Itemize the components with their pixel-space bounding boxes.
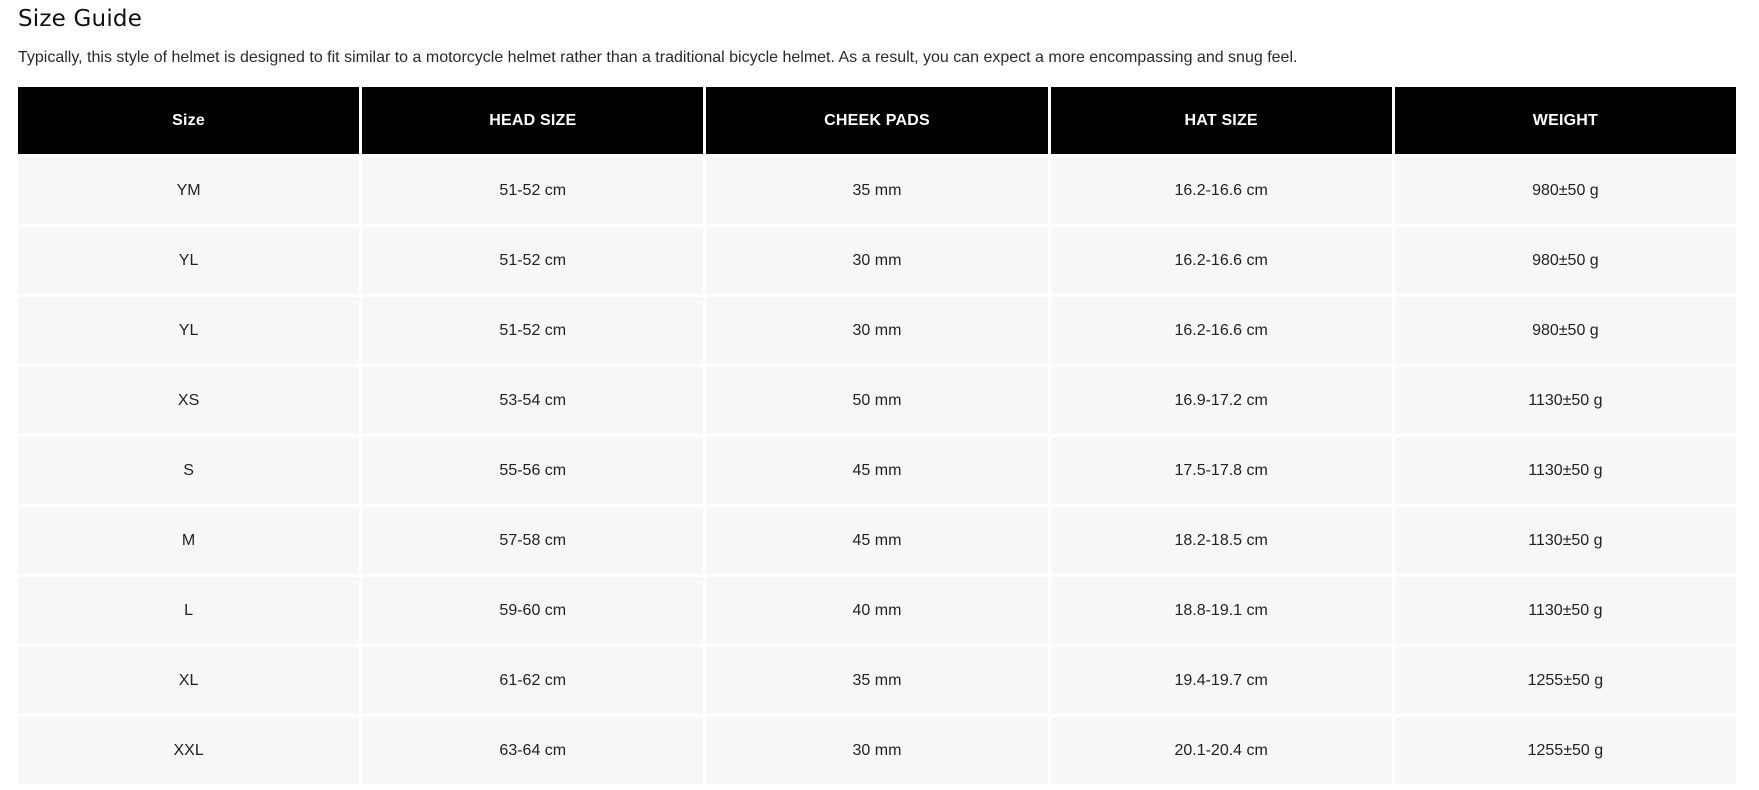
- cell-weight: 980±50 g: [1395, 157, 1736, 224]
- cell-size: XS: [18, 367, 359, 434]
- cell-weight: 1130±50 g: [1395, 507, 1736, 574]
- cell-cheek-pads: 30 mm: [706, 297, 1047, 364]
- cell-hat-size: 16.2-16.6 cm: [1051, 297, 1392, 364]
- cell-size: S: [18, 437, 359, 504]
- cell-size: YM: [18, 157, 359, 224]
- table-row: [18, 647, 1736, 714]
- cell-size: YL: [18, 227, 359, 294]
- cell-size: XL: [18, 647, 359, 714]
- cell-head-size: 63-64 cm: [362, 717, 703, 784]
- table-row: [18, 367, 1736, 434]
- cell-cheek-pads: 30 mm: [706, 717, 1047, 784]
- cell-size: L: [18, 577, 359, 644]
- cell-weight: 1130±50 g: [1395, 577, 1736, 644]
- table-row: [18, 507, 1736, 574]
- cell-weight: 1130±50 g: [1395, 437, 1736, 504]
- cell-weight: 1255±50 g: [1395, 717, 1736, 784]
- cell-head-size: 51-52 cm: [362, 157, 703, 224]
- cell-head-size: 57-58 cm: [362, 507, 703, 574]
- header-weight: WEIGHT: [1395, 87, 1736, 154]
- page-title: Size Guide: [18, 6, 143, 32]
- header-row: [18, 87, 1736, 154]
- cell-hat-size: 16.2-16.6 cm: [1051, 157, 1392, 224]
- cell-cheek-pads: 40 mm: [706, 577, 1047, 644]
- cell-size: YL: [18, 297, 359, 364]
- cell-head-size: 51-52 cm: [362, 297, 703, 364]
- cell-head-size: 53-54 cm: [362, 367, 703, 434]
- cell-head-size: 61-62 cm: [362, 647, 703, 714]
- cell-hat-size: 18.8-19.1 cm: [1051, 577, 1392, 644]
- cell-weight: 980±50 g: [1395, 227, 1736, 294]
- cell-head-size: 59-60 cm: [362, 577, 703, 644]
- cell-weight: 1130±50 g: [1395, 367, 1736, 434]
- cell-hat-size: 20.1-20.4 cm: [1051, 717, 1392, 784]
- table-row: [18, 437, 1736, 504]
- cell-cheek-pads: 35 mm: [706, 647, 1047, 714]
- table-row: [18, 227, 1736, 294]
- size-table-header: [18, 87, 1736, 154]
- size-guide-description: Typically, this style of helmet is designed to fit similar to a motorcycle helmet rather than a traditional bicycle helmet. As a result, you can expect a more encompassing and snug feel.: [18, 49, 1298, 66]
- cell-cheek-pads: 35 mm: [706, 157, 1047, 224]
- cell-size: M: [18, 507, 359, 574]
- cell-cheek-pads: 45 mm: [706, 437, 1047, 504]
- table-row: [18, 577, 1736, 644]
- table-row: [18, 297, 1736, 364]
- size-table: [15, 84, 1739, 787]
- cell-hat-size: 18.2-18.5 cm: [1051, 507, 1392, 574]
- cell-hat-size: 16.2-16.6 cm: [1051, 227, 1392, 294]
- table-row: [18, 717, 1736, 784]
- cell-weight: 980±50 g: [1395, 297, 1736, 364]
- cell-weight: 1255±50 g: [1395, 647, 1736, 714]
- cell-cheek-pads: 30 mm: [706, 227, 1047, 294]
- cell-cheek-pads: 50 mm: [706, 367, 1047, 434]
- header-head-size: HEAD SIZE: [362, 87, 703, 154]
- cell-head-size: 51-52 cm: [362, 227, 703, 294]
- table-row: [18, 157, 1736, 224]
- cell-hat-size: 19.4-19.7 cm: [1051, 647, 1392, 714]
- header-hat-size: HAT SIZE: [1051, 87, 1392, 154]
- cell-cheek-pads: 45 mm: [706, 507, 1047, 574]
- header-size: Size: [18, 87, 359, 154]
- cell-head-size: 55-56 cm: [362, 437, 703, 504]
- cell-hat-size: 17.5-17.8 cm: [1051, 437, 1392, 504]
- header-cheek-pads: CHEEK PADS: [706, 87, 1047, 154]
- cell-size: XXL: [18, 717, 359, 784]
- cell-hat-size: 16.9-17.2 cm: [1051, 367, 1392, 434]
- size-table-body: [18, 157, 1736, 784]
